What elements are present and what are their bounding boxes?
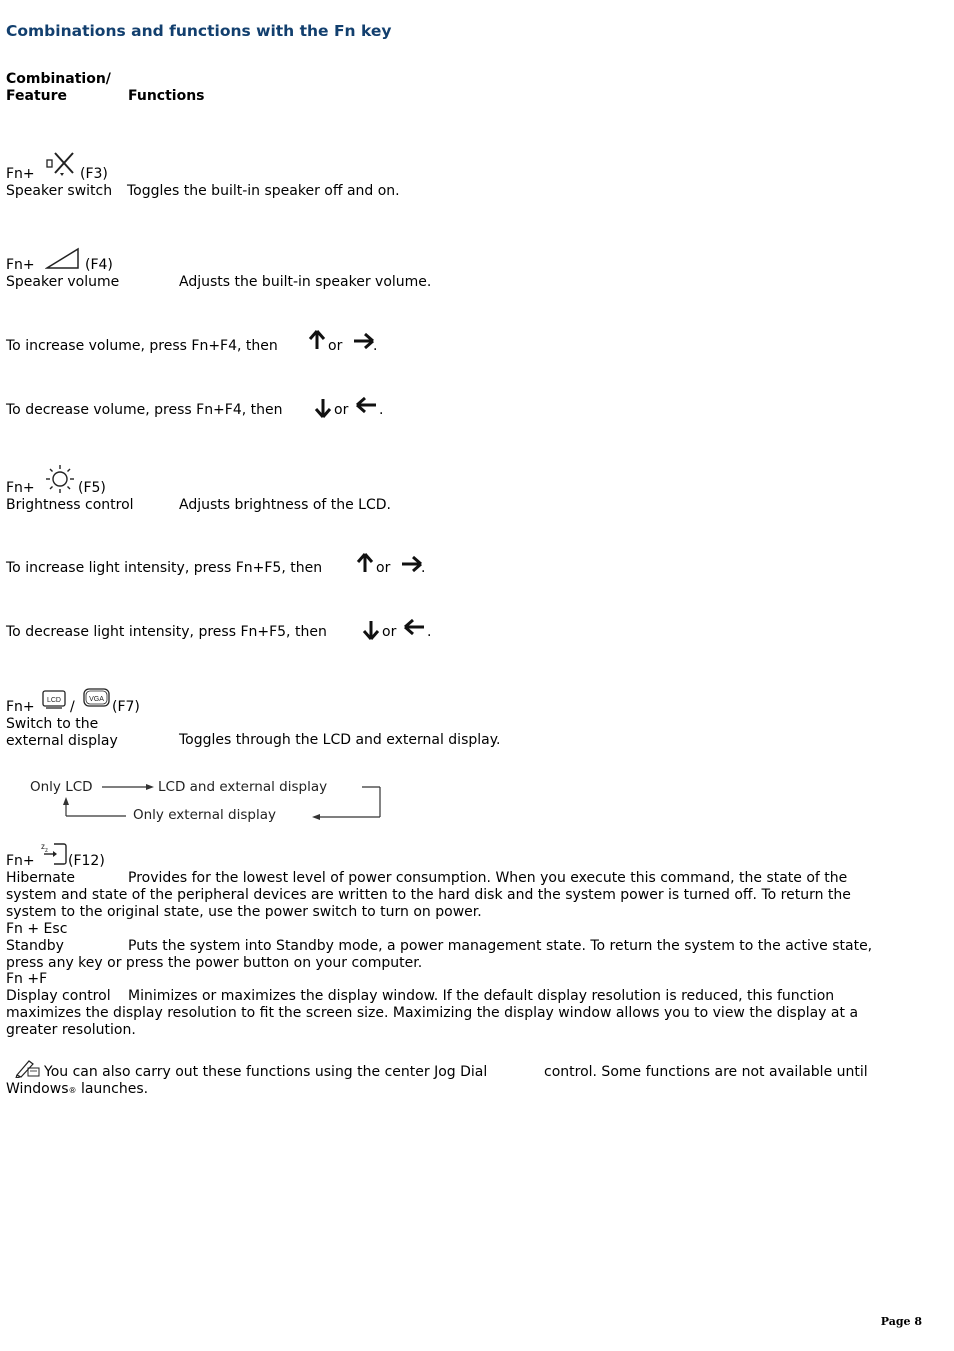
- note-windows: Windows: [6, 1081, 69, 1097]
- hibernate-function-line1: Provides for the lowest level of power consumption. When you execute this command, the state of the: [128, 870, 848, 886]
- standby-function-line1: Puts the system into Standby mode, a power management state. To return the system to the active state,: [128, 938, 873, 954]
- brightness-feature: Brightness control: [6, 497, 134, 513]
- fn-f7-prefix: Fn+: [6, 699, 35, 715]
- arrow-right-icon: [400, 555, 422, 573]
- period-label: .: [421, 560, 426, 576]
- arrow-down-icon: [314, 398, 332, 418]
- diagram-lcd-and-external: LCD and external display: [158, 779, 328, 795]
- volume-decrease-text: To decrease volume, press Fn+F4, then: [6, 402, 283, 418]
- page-number: Page 8: [880, 1315, 922, 1328]
- period-label: .: [379, 402, 384, 418]
- fn-esc-combo: Fn + Esc: [6, 921, 68, 937]
- page-title: Combinations and functions with the Fn key: [6, 22, 392, 40]
- column-header-functions: Functions: [128, 88, 205, 104]
- diagram-only-external: Only external display: [133, 807, 276, 823]
- fn-f-combo: Fn +F: [6, 971, 48, 987]
- registered-mark: ®: [68, 1086, 77, 1095]
- arrow-up-icon: [308, 330, 326, 350]
- display-control-function-line1: Minimizes or maximizes the display window. If the default display resolution is reduced, this function: [128, 988, 835, 1004]
- standby-function-line2: press any key or press the power button on your computer.: [6, 955, 423, 971]
- fn-f4-key: (F4): [85, 257, 113, 273]
- brightness-function: Adjusts brightness of the LCD.: [179, 497, 391, 513]
- lcd-icon-label: LCD: [46, 697, 62, 704]
- arrow-right-icon: [352, 332, 374, 350]
- speaker-switch-feature: Speaker switch: [6, 183, 113, 199]
- arrow-left-icon: [356, 396, 378, 414]
- fn-f12-prefix: Fn+: [6, 853, 35, 869]
- fn-f3-prefix: Fn+: [6, 166, 35, 182]
- fn-f4-prefix: Fn+: [6, 257, 35, 273]
- or-label: or: [328, 338, 343, 354]
- arrow-up-icon: [356, 553, 374, 573]
- f7-slash: /: [70, 699, 75, 715]
- speaker-volume-function: Adjusts the built-in speaker volume.: [179, 274, 432, 290]
- hibernate-function-line2: system and state of the peripheral devices are written to the hard disk and the system power is turned off. To return the: [6, 887, 851, 903]
- or-label: or: [334, 402, 349, 418]
- volume-increase-text: To increase volume, press Fn+F4, then: [6, 338, 278, 354]
- speaker-switch-function: Toggles the built-in speaker off and on.: [127, 183, 400, 199]
- hibernate-function-line3: system to the original state, use the power switch to turn on power.: [6, 904, 482, 920]
- vga-icon: [83, 688, 111, 710]
- header-feature-label: Feature: [6, 88, 67, 104]
- period-label: .: [427, 624, 432, 640]
- fn-f3-key: (F3): [80, 166, 108, 182]
- display-switch-feature: [6, 716, 118, 750]
- hibernate-feature: Hibernate: [6, 870, 75, 886]
- display-control-function-line3: greater resolution.: [6, 1022, 136, 1038]
- speaker-volume-feature: Speaker volume: [6, 274, 120, 290]
- svg-text:z: z: [41, 842, 45, 851]
- display-switch-function: Toggles through the LCD and external display.: [179, 732, 501, 748]
- fn-f5-prefix: Fn+: [6, 480, 35, 496]
- note-text-part2: control. Some functions are not available until: [544, 1064, 868, 1080]
- note-launches: launches.: [80, 1081, 149, 1097]
- note-pencil-icon: [15, 1058, 41, 1078]
- vga-icon-label: VGA: [89, 696, 104, 703]
- header-combination-label: Combination/: [6, 71, 111, 87]
- diagram-only-lcd: Only LCD: [30, 779, 93, 795]
- or-label: or: [376, 560, 391, 576]
- period-label: .: [373, 338, 378, 354]
- speaker-mute-icon: [45, 151, 75, 177]
- svg-text:z: z: [45, 848, 48, 854]
- display-control-function-line2: maximizes the display resolution to fit the screen size. Maximizing the display window allows you to view the display at a: [6, 1005, 859, 1021]
- volume-wedge-icon: [45, 247, 81, 271]
- note-text-part1: You can also carry out these functions using the center Jog Dial: [44, 1064, 488, 1080]
- lcd-icon: [42, 690, 66, 710]
- fn-f12-key: (F12): [68, 853, 105, 869]
- display-switch-feature-line1: Switch to the: [6, 716, 99, 732]
- display-control-feature: Display control: [6, 988, 111, 1004]
- display-toggle-diagram: [22, 776, 392, 826]
- hibernate-icon: [40, 840, 70, 868]
- arrow-left-icon: [404, 618, 426, 636]
- brightness-increase-text: To increase light intensity, press Fn+F5, then: [6, 560, 323, 576]
- arrow-down-icon: [362, 620, 380, 640]
- standby-feature: Standby: [6, 938, 64, 954]
- display-switch-feature-line2: external display: [6, 733, 118, 749]
- column-header-combination: [6, 71, 111, 105]
- or-label: or: [382, 624, 397, 640]
- note-text-line2: [6, 1081, 148, 1099]
- fn-f7-key: (F7): [112, 699, 140, 715]
- brightness-decrease-text: To decrease light intensity, press Fn+F5, then: [6, 624, 327, 640]
- sun-icon: [45, 464, 75, 494]
- fn-f5-key: (F5): [78, 480, 106, 496]
